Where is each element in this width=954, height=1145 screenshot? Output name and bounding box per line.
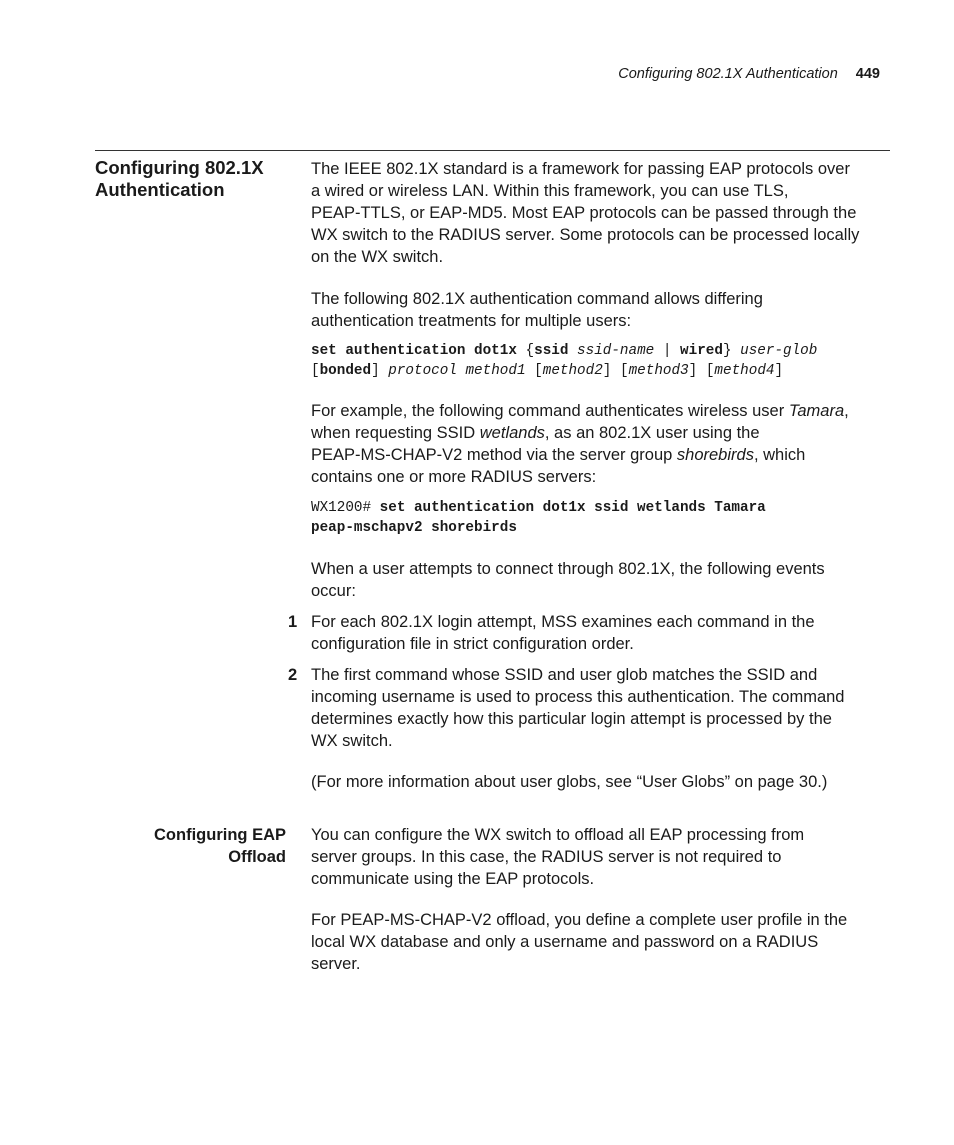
- syntax-bracket: [: [311, 363, 320, 379]
- text-run: For example, the following command authenticates wireless user: [311, 402, 789, 420]
- step-text: [311, 664, 891, 752]
- syntax-variable: method2: [542, 363, 603, 379]
- step-number: 1: [288, 613, 298, 631]
- subsection-heading-line: Configuring EAP: [154, 826, 286, 844]
- syntax-bracket: ]: [688, 363, 698, 379]
- section-rule: [95, 150, 890, 151]
- text-line: [311, 422, 891, 444]
- text-line: occur:: [311, 582, 356, 600]
- text-line: [311, 400, 891, 422]
- text-line: WX switch to the RADIUS server. Some protocols can be processed locally: [311, 226, 860, 244]
- command-intro-paragraph: [311, 288, 891, 332]
- offload-paragraph: [311, 824, 891, 890]
- syntax-brace: }: [722, 343, 732, 359]
- cross-reference-note: [311, 771, 891, 793]
- text-line: authentication treatments for multiple users:: [311, 312, 632, 330]
- syntax-bracket: ]: [602, 363, 612, 379]
- events-intro-paragraph: [311, 558, 891, 602]
- text-line: WX switch.: [311, 732, 393, 750]
- subsection-heading-line: Offload: [228, 848, 286, 866]
- page-number: 449: [855, 66, 880, 82]
- italic-term: Tamara: [788, 402, 845, 420]
- example-line-2: [311, 518, 891, 538]
- text-run: , as an 802.1X user using the: [544, 424, 760, 442]
- example-paragraph: [311, 400, 891, 488]
- step-text: [311, 611, 891, 655]
- syntax-bracket: [: [619, 363, 629, 379]
- subsection-heading-eap-offload: [95, 824, 286, 868]
- syntax-bracket: ]: [371, 363, 380, 379]
- command-syntax: [311, 341, 891, 381]
- italic-term: wetlands: [479, 424, 545, 442]
- syntax-keyword: ssid: [534, 343, 569, 359]
- text-line: [311, 444, 891, 466]
- syntax-variable: protocol method1: [388, 363, 526, 379]
- text-line: communicate using the EAP protocols.: [311, 870, 595, 888]
- syntax-line-1: [311, 341, 891, 361]
- text-line: on the WX switch.: [311, 248, 444, 266]
- text-line: server.: [311, 955, 361, 973]
- text-line: incoming username is used to process this authentication. The command: [311, 688, 845, 706]
- syntax-keyword: bonded: [319, 363, 372, 379]
- cli-command: peap-mschapv2 shorebirds: [311, 520, 517, 536]
- text-line: PEAP-TTLS, or EAP-MD5. Most EAP protocols can be passed through the: [311, 204, 857, 222]
- section-heading-8021x: [95, 157, 264, 201]
- section-heading-line: Configuring 802.1X: [95, 157, 264, 178]
- text-run: , which: [753, 446, 806, 464]
- intro-paragraph: [311, 158, 891, 268]
- syntax-separator: |: [662, 343, 672, 359]
- text-line: The first command whose SSID and user glob matches the SSID and: [311, 666, 818, 684]
- text-run: ,: [844, 402, 849, 420]
- text-line: When a user attempts to connect through 802.1X, the following events: [311, 560, 825, 578]
- text-line: local WX database and only a username and password on a RADIUS: [311, 933, 819, 951]
- text-line: (For more information about user globs, see “User Globs” on page 30.): [311, 773, 828, 791]
- syntax-bracket: [: [534, 363, 543, 379]
- text-line: server groups. In this case, the RADIUS server is not required to: [311, 848, 782, 866]
- syntax-keyword: wired: [680, 343, 723, 359]
- syntax-variable: ssid-name: [577, 343, 655, 359]
- text-line: For PEAP-MS-CHAP-V2 offload, you define a complete user profile in the: [311, 911, 848, 929]
- text-line: contains one or more RADIUS servers:: [311, 468, 597, 486]
- step-number: 2: [288, 666, 298, 684]
- example-command: [311, 498, 891, 538]
- syntax-variable: method3: [628, 363, 689, 379]
- text-line: configuration file in strict configuration order.: [311, 635, 634, 653]
- syntax-variable: user-glob: [740, 343, 818, 359]
- syntax-line-2: [311, 361, 891, 381]
- running-header-title: Configuring 802.1X Authentication: [618, 66, 838, 82]
- syntax-bracket: [: [705, 363, 715, 379]
- syntax-variable: method4: [714, 363, 775, 379]
- running-header: [0, 66, 880, 82]
- text-run: when requesting SSID: [311, 424, 480, 442]
- text-line: The IEEE 802.1X standard is a framework for passing EAP protocols over: [311, 160, 850, 178]
- text-line: You can configure the WX switch to offload all EAP processing from: [311, 826, 805, 844]
- offload-profile-paragraph: [311, 909, 891, 975]
- section-heading-line: Authentication: [95, 179, 225, 200]
- italic-term: shorebirds: [676, 446, 754, 464]
- syntax-bracket: ]: [774, 363, 784, 379]
- syntax-keyword: set authentication dot1x: [311, 343, 517, 359]
- text-line: For each 802.1X login attempt, MSS examines each command in the: [311, 613, 815, 631]
- text-run: PEAP-MS-CHAP-V2 method via the server group: [311, 446, 677, 464]
- text-line: a wired or wireless LAN. Within this framework, you can use TLS,: [311, 182, 789, 200]
- text-line: determines exactly how this particular login attempt is processed by the: [311, 710, 832, 728]
- cli-prompt: WX1200#: [311, 500, 372, 516]
- text-line: The following 802.1X authentication command allows differing: [311, 290, 763, 308]
- syntax-brace: {: [525, 343, 535, 359]
- cli-command: set authentication dot1x ssid wetlands Tamara: [379, 500, 766, 516]
- example-line-1: [311, 498, 891, 518]
